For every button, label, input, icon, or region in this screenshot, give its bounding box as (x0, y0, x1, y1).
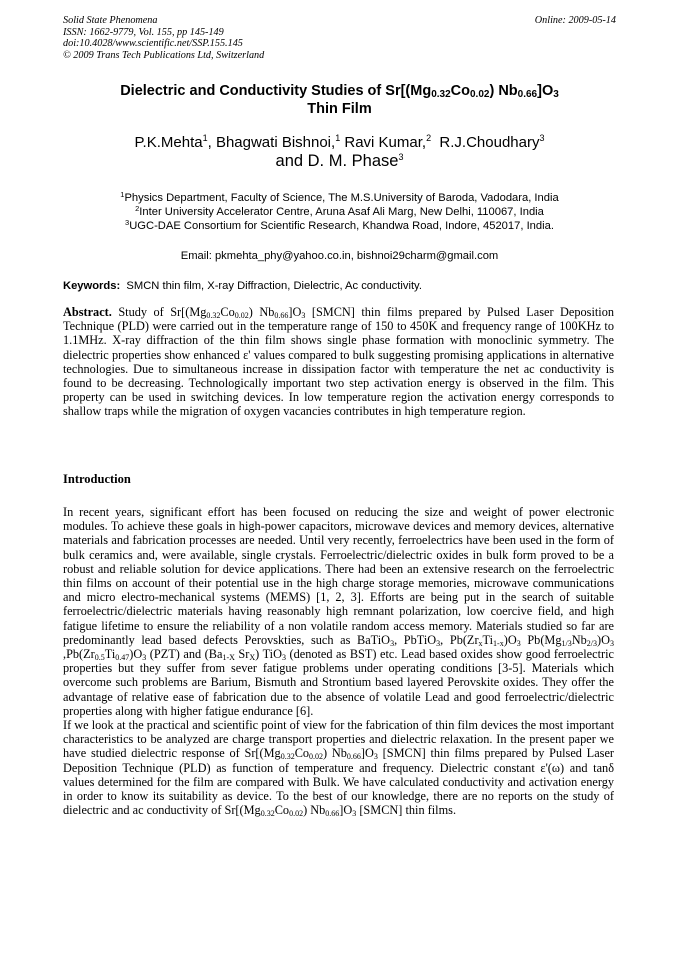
intro-text: ) Nb (303, 803, 326, 818)
affiliation-3 (63, 219, 616, 233)
author-name: Ravi Kumar, (340, 134, 427, 151)
title-sub: 0.66 (517, 89, 538, 100)
title-sub: 3 (553, 89, 559, 100)
intro-text: (denoted as BST) etc. Lead based oxides show good ferroelectric properties but they suffer from sever fatigue problems under operating conditions [3-5]. Materials which overcome such problems are Barium, Bismuth and Strontium based layered Perovskite oxides. They offer the advantage of relative ease of fabrication due to the absence of volatile Lead and good ferroelectric/dielectric properties along with higher fatigue endurance [6]. (63, 647, 614, 718)
intro-text: Co (294, 746, 310, 761)
abstract-sub: 0.32 (206, 311, 221, 320)
abstract-sub: 3 (301, 311, 306, 320)
keywords (63, 279, 616, 293)
title-text: Dielectric and Conductivity Studies of Sr[(Mg (120, 83, 432, 99)
title-sub: 0.32 (431, 89, 451, 100)
intro-sub: 0.66 (325, 809, 340, 819)
intro-sub: 3 (373, 752, 378, 762)
intro-text: )O (503, 632, 517, 647)
doi-line: doi:10.4028/www.scientific.net/SSP.155.145 (63, 38, 243, 50)
abstract-text: Co (220, 305, 235, 319)
intro-sub: 2/3 (586, 638, 598, 648)
intro-sub: 0.47 (115, 653, 130, 663)
author-affil-mark: 1 (202, 133, 208, 143)
intro-sub: 3 (352, 809, 357, 819)
affil-mark: 1 (120, 190, 125, 199)
title-text: Co (450, 83, 470, 99)
intro-text: Pb(Mg (520, 632, 562, 647)
intro-sub: 0.5 (94, 653, 105, 663)
keywords-text: SMCN thin film, X-ray Diffraction, Dielectric, Ac conductivity. (120, 280, 422, 292)
intro-text: ]O (360, 746, 374, 761)
abstract (63, 305, 614, 419)
intro-text: Sr (234, 647, 250, 662)
intro-sub: 3 (436, 638, 441, 648)
affiliation-2 (63, 205, 616, 219)
intro-text: ]O (339, 803, 353, 818)
intro-sub: 3 (516, 638, 521, 648)
keywords-label: Keywords: (63, 280, 121, 292)
abstract-sub: 0.02 (234, 311, 249, 320)
intro-sub: 1/3 (561, 638, 572, 648)
intro-sub: X (249, 653, 256, 663)
paper-title (63, 82, 616, 118)
intro-sub: 3 (281, 653, 286, 663)
abstract-text: Study of Sr[(Mg (111, 305, 207, 319)
intro-text: )O (597, 632, 610, 647)
issn-line: ISSN: 1662-9779, Vol. 155, pp 145-149 (63, 26, 224, 38)
title-text: ]O (537, 83, 554, 99)
title-text: ) Nb (489, 83, 518, 99)
intro-sub: 0.02 (289, 809, 304, 819)
intro-text: )O (129, 647, 143, 662)
intro-paragraph-2 (63, 718, 614, 817)
intro-sub: 3 (142, 653, 147, 663)
affil-text: Inter University Accelerator Centre, Aruna Asaf Ali Marg, New Delhi, 110067, India (139, 206, 544, 219)
intro-text: , PbTiO (394, 632, 437, 647)
author-affil-mark: 2 (426, 133, 432, 143)
introduction-body (63, 505, 614, 817)
intro-sub: 3 (610, 638, 614, 648)
abstract-label: Abstract. (63, 305, 112, 319)
intro-text: Co (274, 803, 290, 818)
intro-sub: x (478, 638, 483, 648)
section-heading-introduction: Introduction (63, 472, 131, 486)
intro-text: If we look at the practical and scientific point of view for the fabrication of thin film devices the most important characteristics to be analyzed are charge transport properties and dielectric relaxation. In the present paper we have studied dielectric response of Sr[(Mg (63, 718, 614, 761)
email-line: Email: pkmehta_phy@yahoo.co.in, bishnoi29charm@gmail.com (180, 250, 499, 262)
journal-header (63, 15, 616, 61)
author-name: P.K.Mehta (134, 134, 203, 151)
author-name: and D. M. Phase (275, 152, 399, 170)
affil-text: Physics Department, Faculty of Science, The M.S.University of Baroda, Vadodara, India (124, 192, 559, 204)
copyright-line: © 2009 Trans Tech Publications Ltd, Switzerland (63, 49, 265, 61)
intro-text: ,Pb(Zr (63, 647, 95, 662)
affil-text: UGC-DAE Consortium for Scientific Research, Khandwa Road, Indore, 452017, India. (129, 220, 554, 233)
abstract-text: ]O (288, 305, 302, 319)
intro-text: Ti (104, 647, 116, 662)
abstract-text: ) Nb (248, 305, 275, 319)
intro-sub: 0.32 (280, 752, 295, 762)
intro-text: [SMCN] thin films prepared by Pulsed Laser Deposition Technique (PLD) as function of temperature and frequency. Dielectric constant ε'(ω) and tanδ values determined for the film are compared with Bulk. We have calculated conductivity and activation energy in order to know its suitability as device. To the best of our knowledge, there are no reports on the study of dielectric and ac conductivity of Sr[(Mg (63, 746, 614, 818)
intro-text: In recent years, significant effort has been focused on reducing the size and weight of power electronic modules. To achieve these goals in high-power capacitors, microwave devices and memory devices, alternative materials and fabrication processes are needed. Until very recently, ferroelectrics have been used in the form of bulk ceramics and, were available, single crystals. Ferroelectric/dielectric oxides in bulk form proved to be a robust and reliable solution for device applications. There had been an extensive research on the ferroelectric thin films on account of their potential use in the high charge storage memories, microwave communications and micro electro-mechanical systems (MEMS) [1, 2, 3]. Efforts are being put in the search of suitable ferroelectric/dielectric materials having reasonably high remnant polarization, low coercive field, and high fatigue lifetime to ensure the reliability of a non volatile random access memory. Materials studied so far are predominantly lead based defects Perovskties, such as BaTiO (63, 505, 614, 647)
intro-text: Ti (482, 632, 494, 647)
intro-text: [SMCN] thin films. (356, 803, 457, 818)
intro-sub: 1-x (493, 638, 504, 648)
intro-sub: 1-X (222, 653, 235, 663)
author-name: R.J.Choudhary (431, 134, 540, 151)
affiliation-1 (63, 191, 616, 205)
intro-sub: 3 (390, 638, 395, 648)
intro-text: ) Nb (323, 746, 347, 761)
intro-text: Nb (571, 632, 587, 647)
author-list (63, 133, 616, 171)
journal-name: Solid State Phenomena (63, 15, 158, 26)
title-line-2: Thin Film (307, 101, 372, 117)
affil-mark: 2 (135, 204, 140, 214)
abstract-text: [SMCN] thin films prepared by Pulsed Laser Deposition Technique (PLD) were carried out in the temperature range of 150 to 450K and frequency range of 100KHz to 1.1MHz. X-ray diffraction of the thin film shows single phase formation with monoclinic symmetry. The dielectric properties show enhanced ε' values compared to bulk suggesting promising applications in alternative technologies. Due to simultaneous increase in dissipation factor with temperature the net ac conductivity is found to be decreasing. Technologically important two step activation energy is observed in the film. This property can be used in switching devices. In low temperature region the activation energy corresponds to shallow traps while the migration of oxygen vacancies contributes in high temperature region. (63, 305, 614, 419)
author-affil-mark: 3 (539, 133, 545, 143)
intro-sub: 0.02 (309, 752, 324, 762)
author-affil-mark: 1 (335, 133, 341, 143)
affiliations (63, 191, 616, 234)
author-affil-mark: 3 (398, 152, 404, 162)
online-date: Online: 2009-05-14 (534, 15, 616, 26)
author-name: , Bhagwati Bishnoi, (207, 134, 336, 151)
title-sub: 0.02 (470, 89, 490, 100)
abstract-sub: 0.66 (274, 311, 289, 320)
intro-sub: 0.32 (260, 809, 275, 819)
affil-mark: 3 (125, 218, 130, 228)
intro-text: ) TiO (255, 647, 282, 662)
intro-sub: 0.66 (346, 752, 361, 762)
intro-paragraph-1 (63, 505, 614, 718)
intro-text: , Pb(Zr (440, 632, 479, 647)
intro-text: (PZT) and (Ba (146, 647, 223, 662)
